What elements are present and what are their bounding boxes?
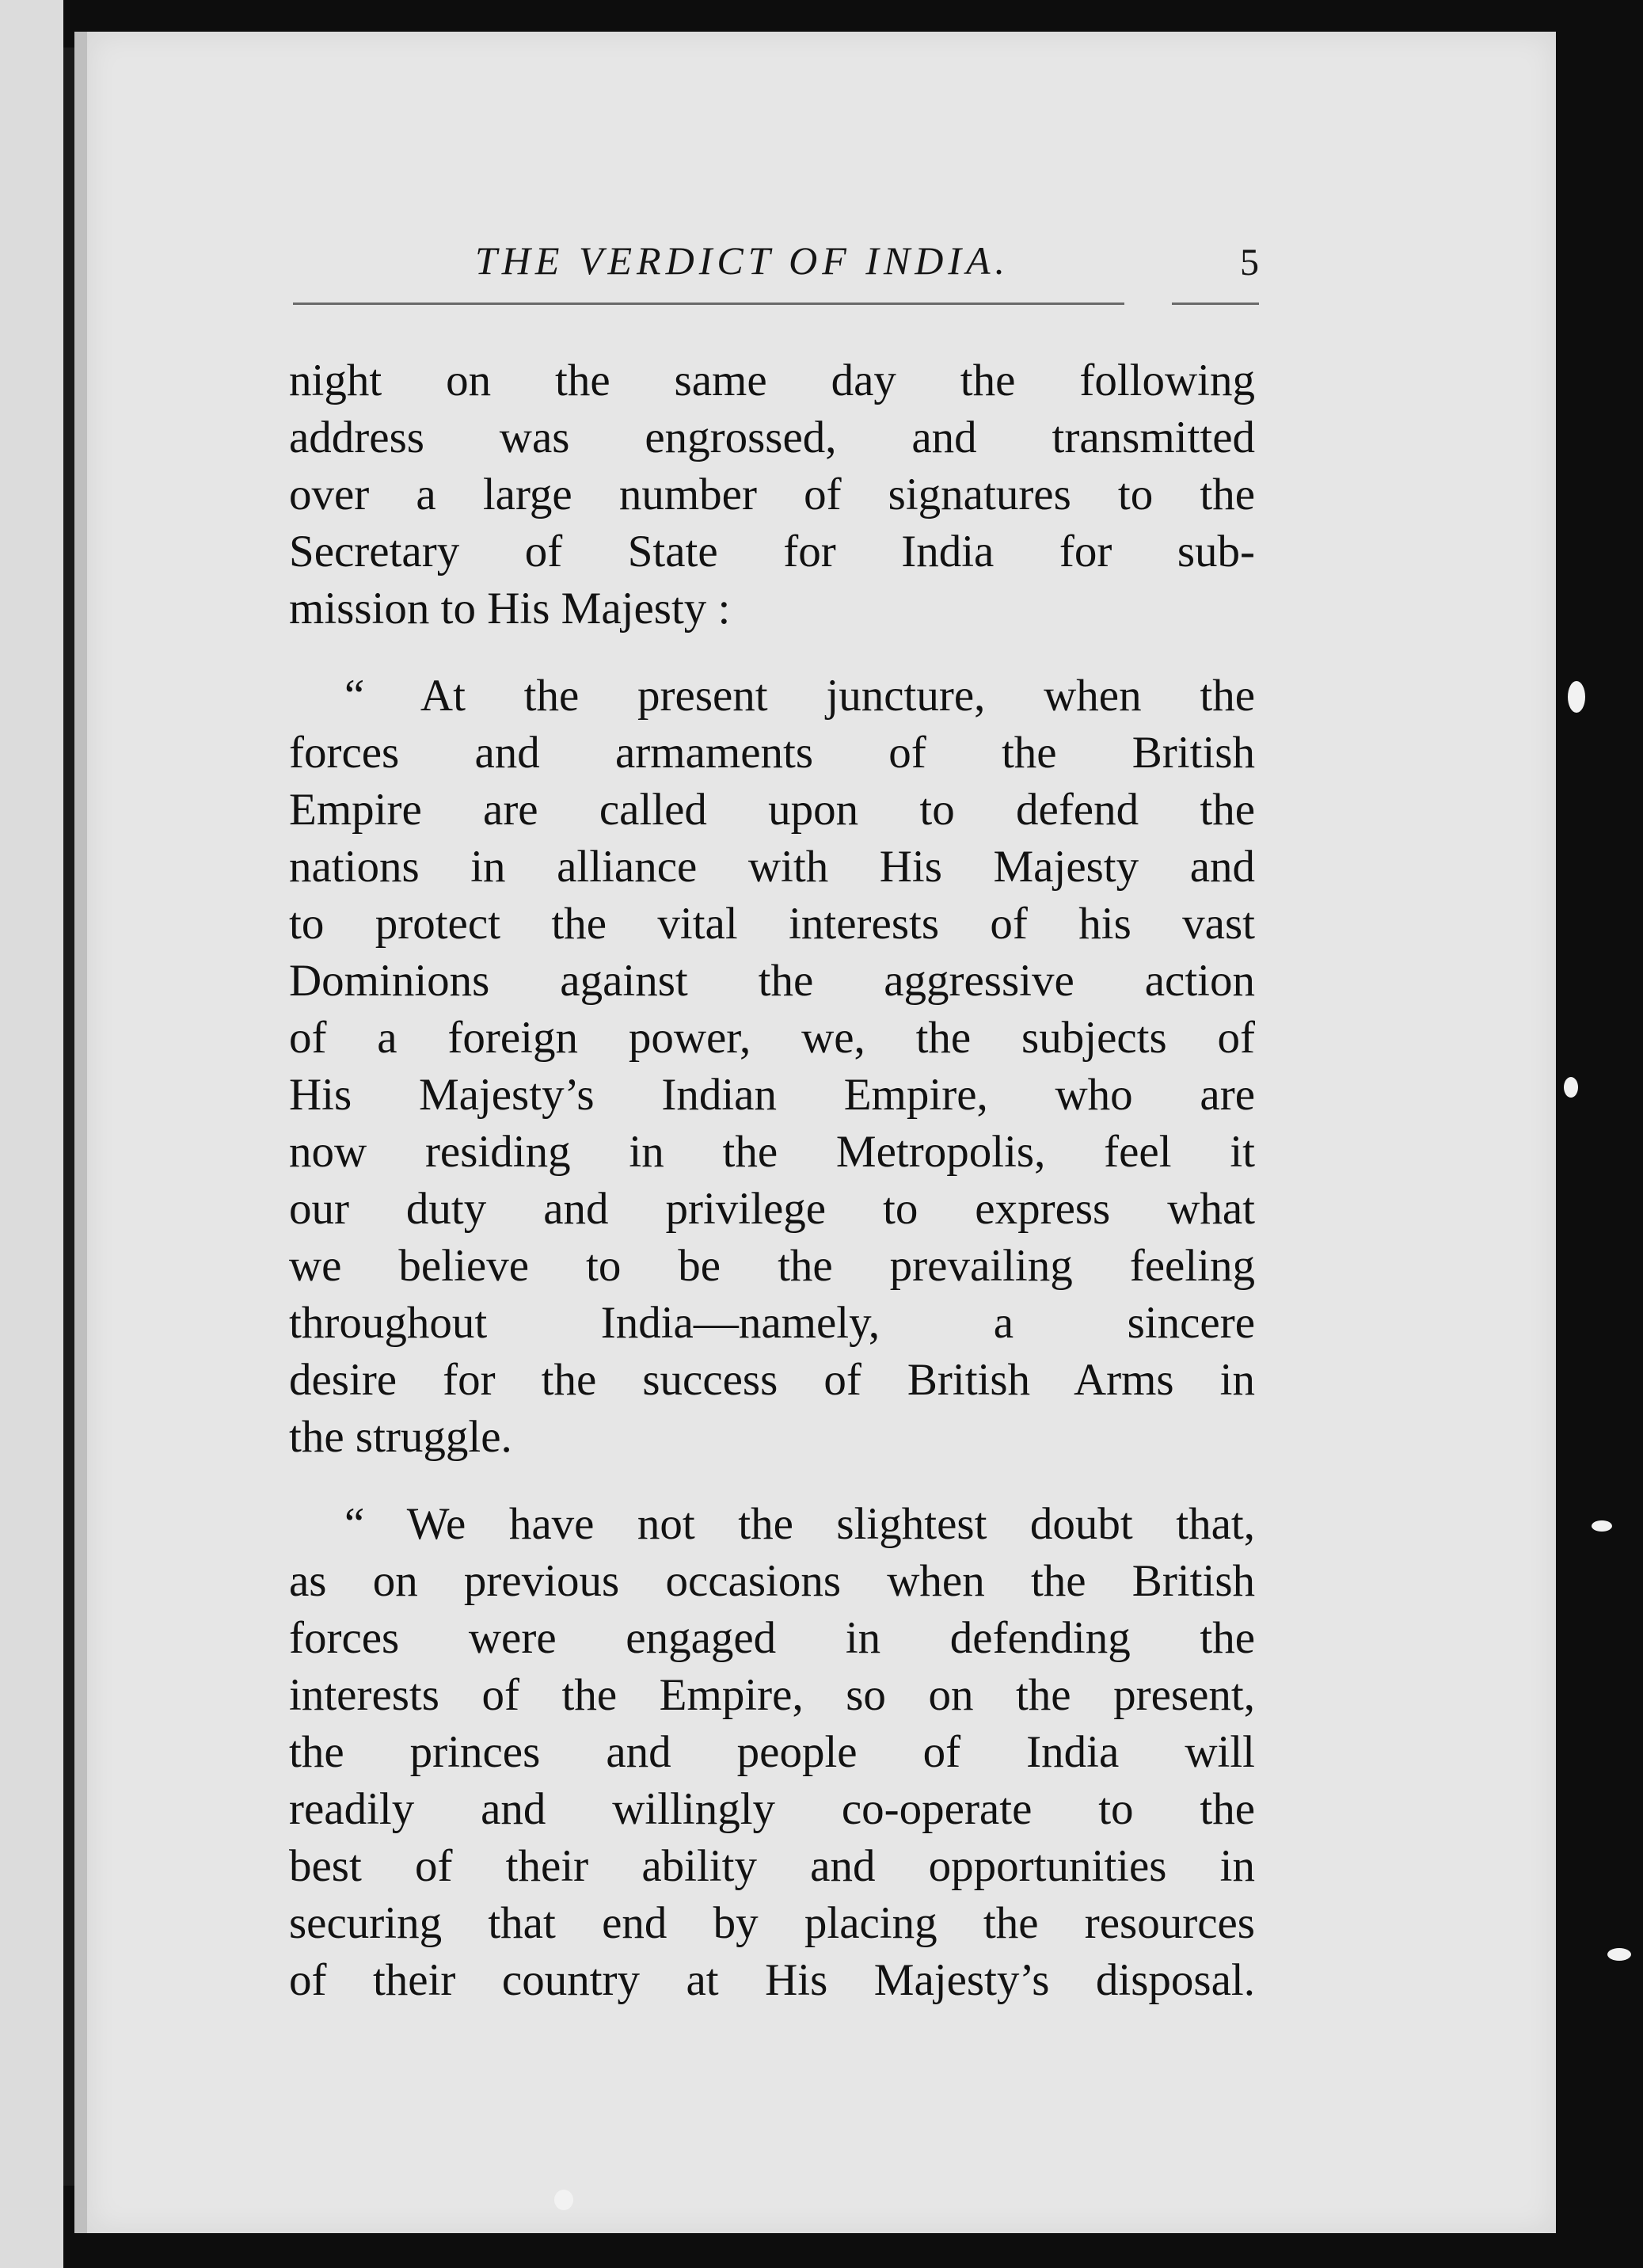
text-line: to protect the vital interests of his vast (289, 899, 1255, 949)
scan-speck (1592, 1520, 1612, 1532)
running-head: THE VERDICT OF INDIA. (475, 238, 1010, 283)
text-line: “ At the present juncture, when the (344, 671, 1255, 721)
header-rule-short (1172, 303, 1259, 305)
header-rule (293, 303, 1124, 305)
text-line: “ We have not the slightest doubt that, (344, 1499, 1255, 1549)
text-line: over a large number of signatures to the (289, 470, 1255, 519)
text-line: mission to His Majesty : (289, 584, 731, 634)
page-header (293, 238, 1259, 309)
text-line: Dominions against the aggressive action (289, 956, 1255, 1006)
text-line: best of their ability and opportunities in (289, 1841, 1255, 1891)
text-line: as on previous occasions when the British (289, 1556, 1255, 1606)
text-line: readily and willingly co-operate to the (289, 1784, 1255, 1834)
scan-speck (554, 2190, 573, 2210)
text-line: nations in alliance with His Majesty and (289, 842, 1255, 892)
scan-speck (1564, 1077, 1578, 1098)
text-line: forces and armaments of the British (289, 728, 1255, 778)
text-line: address was engrossed, and transmitted (289, 413, 1255, 462)
text-line: night on the same day the following (289, 356, 1255, 405)
facing-page-strip (0, 0, 63, 2268)
book-spine (63, 48, 74, 2186)
scan-speck (1568, 681, 1585, 713)
text-line: His Majesty’s Indian Empire, who are (289, 1070, 1255, 1120)
paragraph-3 (289, 1496, 1255, 2009)
paragraph-gap (289, 1466, 1255, 1496)
paragraph-gap (289, 637, 1255, 668)
text-line: the princes and people of India will (289, 1727, 1255, 1777)
text-line: of their country at His Majesty’s disposal. (289, 1955, 1255, 2005)
text-line: throughout India—namely, a sincere (289, 1298, 1255, 1348)
paragraph-1 (289, 352, 1255, 637)
page-gutter (74, 32, 87, 2233)
paragraph-2 (289, 668, 1255, 1466)
text-line: the struggle. (289, 1412, 512, 1462)
body-text (289, 352, 1255, 2009)
scan-speck (1607, 1948, 1631, 1961)
text-line: forces were engaged in defending the (289, 1613, 1255, 1663)
text-line: of a foreign power, we, the subjects of (289, 1013, 1255, 1063)
text-line: interests of the Empire, so on the present, (289, 1670, 1255, 1720)
text-line: Secretary of State for India for sub- (289, 527, 1255, 577)
text-line: now residing in the Metropolis, feel it (289, 1127, 1255, 1177)
text-line: securing that end by placing the resources (289, 1898, 1255, 1948)
text-line: desire for the success of British Arms in (289, 1355, 1255, 1405)
text-line: we believe to be the prevailing feeling (289, 1241, 1255, 1291)
page-number: 5 (1240, 242, 1259, 284)
text-line: our duty and privilege to express what (289, 1184, 1255, 1234)
text-line: Empire are called upon to defend the (289, 785, 1255, 835)
